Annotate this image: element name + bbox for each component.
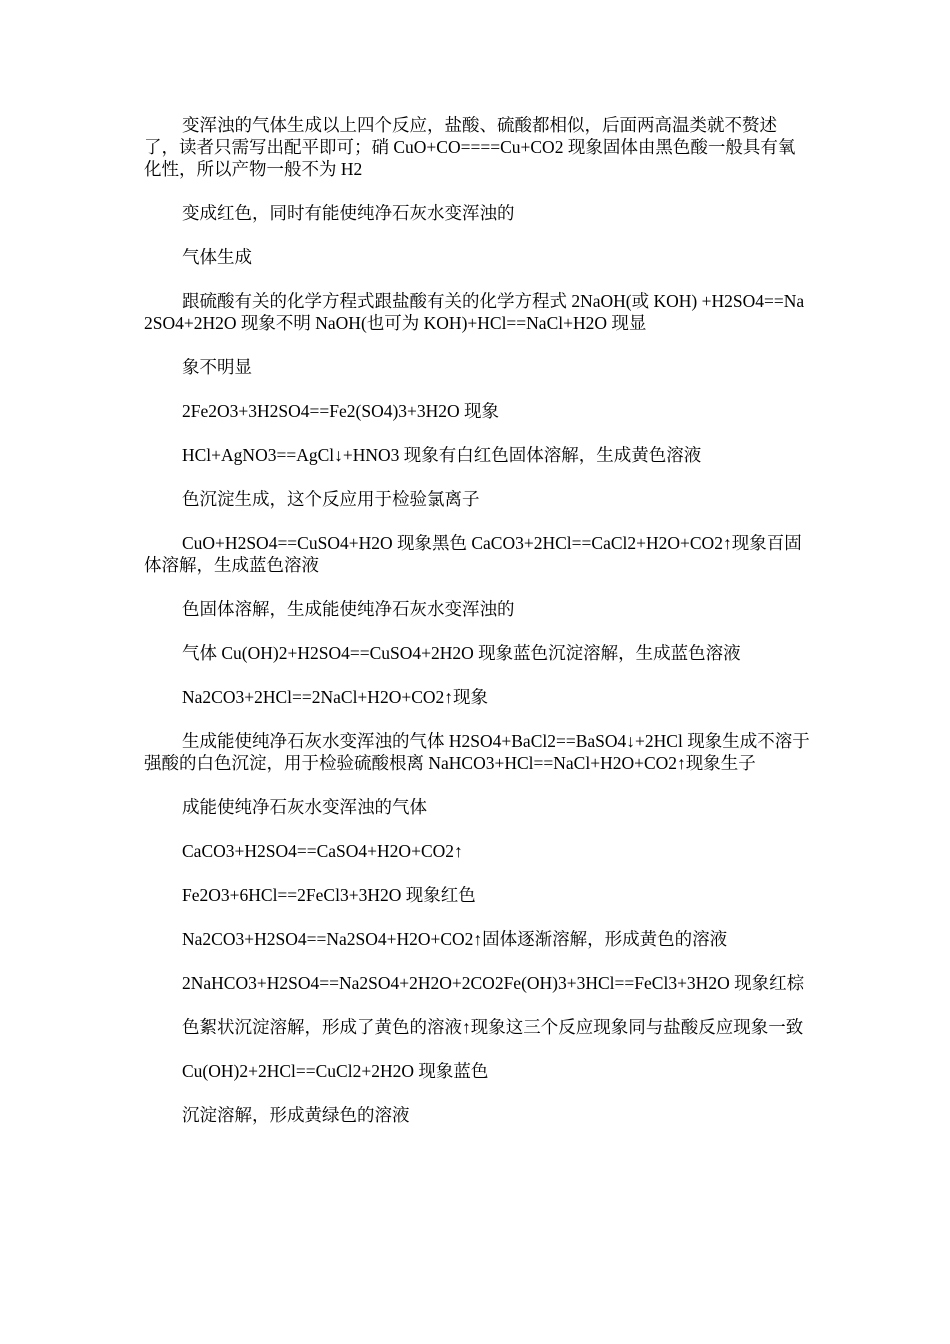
paragraph: Fe2O3+6HCl==2FeCl3+3H2O 现象红色 (182, 885, 476, 905)
paragraph: 跟硫酸有关的化学方程式跟盐酸有关的化学方程式 2NaOH(或 KOH) +H2SO4==Na2SO4+2H2O 现象不明 NaOH(也可为 KOH)+HCl==NaCl+H2O 现显 (144, 291, 805, 333)
paragraph: CaCO3+H2SO4==CaSO4+H2O+CO2↑ (182, 841, 463, 861)
paragraph: 2Fe2O3+3H2SO4==Fe2(SO4)3+3H2O 现象 (182, 401, 500, 421)
paragraph: Na2CO3+2HCl==2NaCl+H2O+CO2↑现象 (182, 687, 489, 707)
paragraph: Cu(OH)2+2HCl==CuCl2+2H2O 现象蓝色 (182, 1061, 489, 1081)
paragraph: 色固体溶解，生成能使纯净石灰水变浑浊的 (182, 599, 515, 619)
paragraph: 象不明显 (182, 357, 252, 377)
paragraph: 变成红色，同时有能使纯净石灰水变浑浊的 (182, 203, 515, 223)
paragraph: 2NaHCO3+H2SO4==Na2SO4+2H2O+2CO2Fe(OH)3+3HCl==FeCl3+3H2O 现象红棕 (182, 973, 805, 993)
paragraph: 气体生成 (182, 247, 252, 267)
paragraph: 沉淀溶解，形成黄绿色的溶液 (182, 1105, 410, 1125)
paragraph: 成能使纯净石灰水变浑浊的气体 (182, 797, 427, 817)
paragraph: 色絮状沉淀溶解，形成了黄色的溶液↑现象这三个反应现象同与盐酸反应现象一致 (182, 1017, 804, 1037)
paragraph: 气体 Cu(OH)2+H2SO4==CuSO4+2H2O 现象蓝色沉淀溶解，生成蓝色溶液 (182, 643, 741, 663)
document-body (144, 114, 810, 1148)
paragraph: 生成能使纯净石灰水变浑浊的气体 H2SO4+BaCl2==BaSO4↓+2HCl 现象生成不溶于强酸的白色沉淀，用于检验硫酸根离 NaHCO3+HCl==NaCl+H2O+CO2↑现象生子 (144, 731, 810, 773)
paragraph: 变浑浊的气体生成以上四个反应，盐酸、硫酸都相似，后面两高温类就不赘述了，读者只需写出配平即可；硝 CuO+CO====Cu+CO2 现象固体由黑色酸一般具有氧化性，所以产物一般不为 H2 (144, 115, 796, 179)
paragraph: CuO+H2SO4==CuSO4+H2O 现象黑色 CaCO3+2HCl==CaCl2+H2O+CO2↑现象百固体溶解，生成蓝色溶液 (144, 533, 802, 575)
paragraph: HCl+AgNO3==AgCl↓+HNO3 现象有白红色固体溶解，生成黄色溶液 (182, 445, 702, 465)
paragraph: Na2CO3+H2SO4==Na2SO4+H2O+CO2↑固体逐渐溶解，形成黄色的溶液 (182, 929, 728, 949)
paragraph: 色沉淀生成，这个反应用于检验氯离子 (182, 489, 480, 509)
